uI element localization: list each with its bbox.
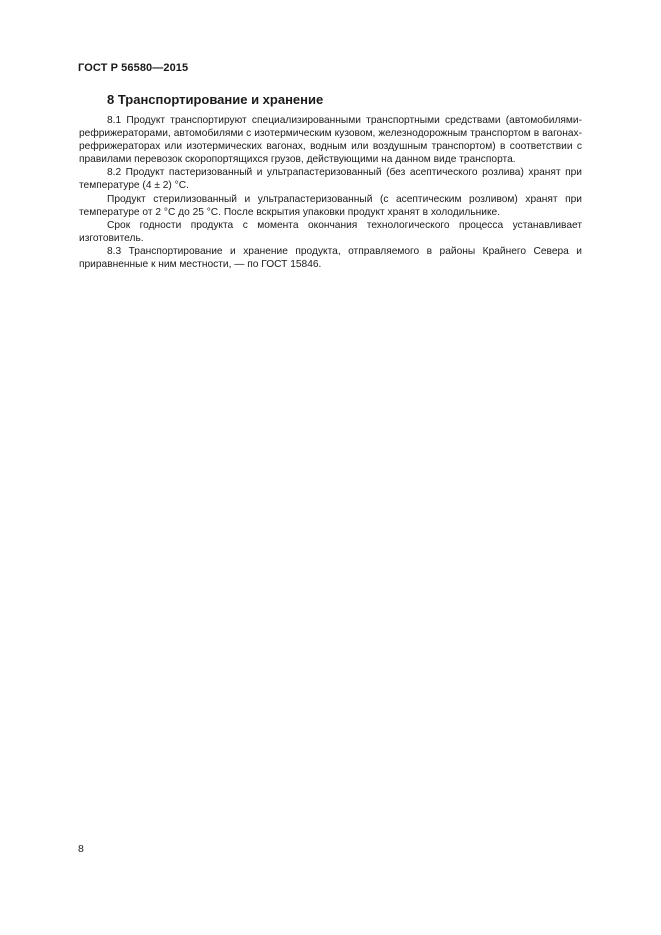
paragraph-8-2: 8.2 Продукт пастеризованный и ультрапастеризованный (без асептического розлива) хранят при температуре (4 ± 2) °С. (79, 167, 582, 192)
paragraph-sterilized-storage: Продукт стерилизованный и ультрапастеризованный (с асептическим розливом) хранят при температуре от 2 °С до 25 °С. После вскрытия упаковки продукт хранят в холодильнике. (79, 193, 582, 218)
document-header: ГОСТ Р 56580—2015 (78, 62, 189, 74)
page-number: 8 (78, 843, 84, 855)
section-body (79, 114, 582, 271)
paragraph-shelf-life: Срок годности продукта с момента окончания технологического процесса устанавливает изготовитель. (79, 219, 582, 244)
paragraph-8-1: 8.1 Продукт транспортируют специализированными транспортными средствами (автомобилями-рефрижераторами, автомобилями с изотермическим кузовом, железнодорожным транспортом в вагонах-рефрижераторах или изотермических вагонах, водным или воздушным транспортом) в соответствии с правилами перевозок скоропортящихся грузов, действующими на данном виде транспорта. (79, 115, 582, 166)
paragraph-8-3: 8.3 Транспортирование и хранение продукта, отправляемого в районы Крайнего Севера и приравненные к ним местности, — по ГОСТ 15846. (79, 245, 582, 271)
section-title: 8 Транспортирование и хранение (107, 92, 324, 107)
